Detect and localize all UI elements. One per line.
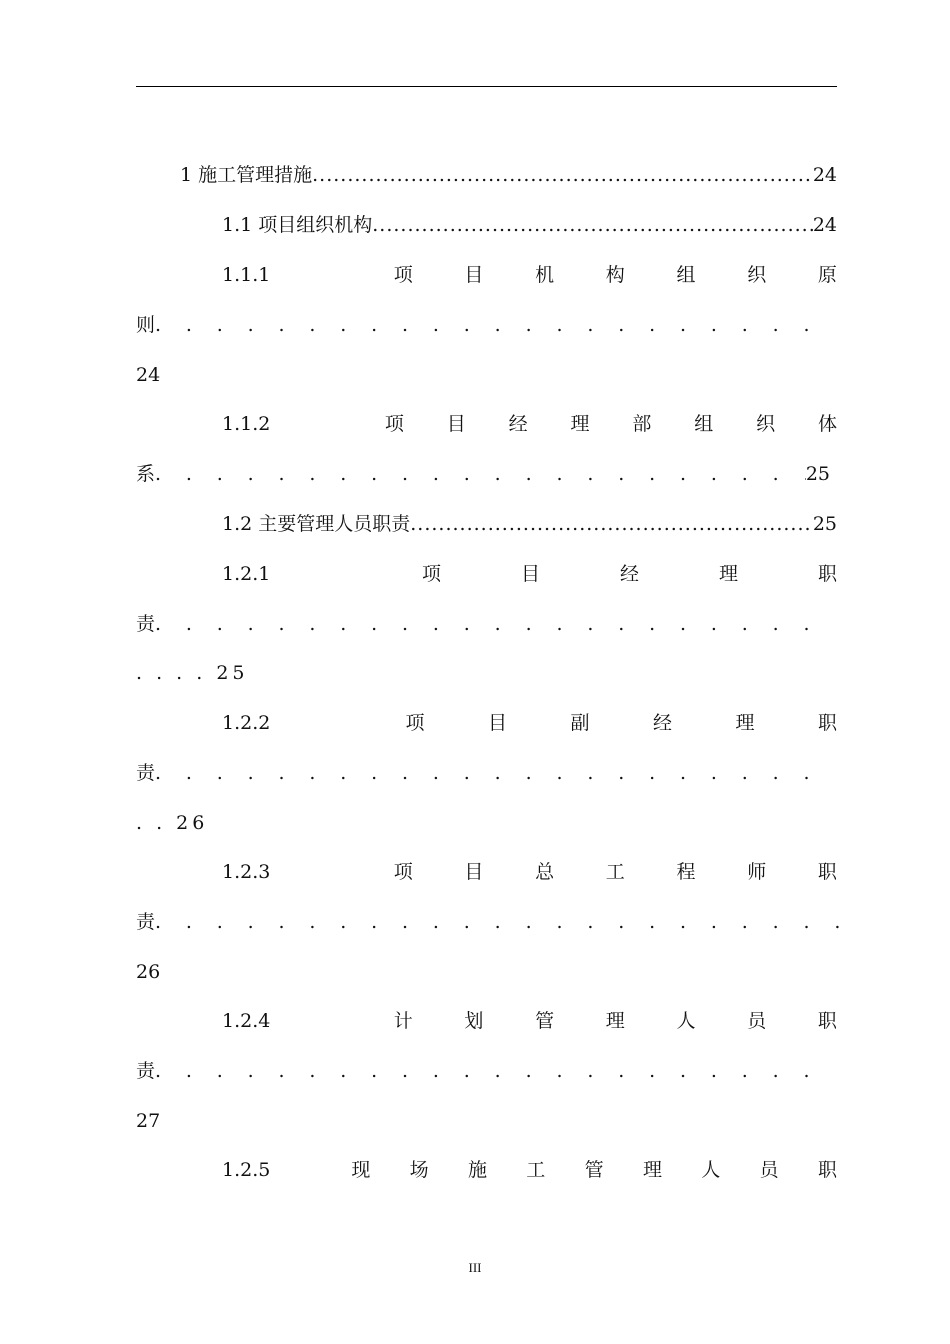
toc-entry-1-1-2[interactable] bbox=[222, 412, 837, 436]
toc-number: 1.2.5 bbox=[222, 1159, 271, 1181]
toc-continuation bbox=[136, 313, 826, 337]
toc-char: 职 bbox=[817, 1010, 837, 1032]
toc-cont-char: 责 bbox=[136, 613, 156, 635]
toc-char: 人 bbox=[701, 1159, 721, 1181]
toc-char: 目 bbox=[464, 861, 484, 883]
toc-char: 织 bbox=[756, 413, 776, 435]
toc-continuation bbox=[136, 462, 830, 486]
toc-continuation bbox=[136, 910, 848, 934]
leader-dots bbox=[155, 313, 826, 337]
leader-dots bbox=[155, 1059, 826, 1083]
toc-char: 目 bbox=[520, 563, 540, 585]
toc-char: 组 bbox=[676, 264, 696, 286]
toc-char: 程 bbox=[676, 861, 696, 883]
toc-entry-1-2-3[interactable] bbox=[222, 860, 837, 884]
toc-char: 理 bbox=[718, 563, 738, 585]
toc-cont-char: 则 bbox=[136, 314, 156, 336]
toc-char: 计 bbox=[393, 1010, 413, 1032]
toc-char: 经 bbox=[652, 712, 672, 734]
leader-dots bbox=[155, 761, 826, 785]
toc-char: 职 bbox=[817, 861, 837, 883]
toc-char: 职 bbox=[817, 712, 837, 734]
leader-dots bbox=[155, 910, 848, 934]
toc-char: 职 bbox=[817, 563, 837, 585]
toc-char: 原 bbox=[817, 264, 837, 286]
toc-continuation bbox=[136, 612, 826, 636]
toc-char: 师 bbox=[747, 861, 767, 883]
toc-char: 构 bbox=[605, 264, 625, 286]
toc-char: 管 bbox=[535, 1010, 555, 1032]
toc-char: 机 bbox=[535, 264, 555, 286]
toc-char: 现 bbox=[351, 1159, 371, 1181]
toc-number: 1.2.1 bbox=[222, 563, 271, 585]
toc-char: 工 bbox=[526, 1159, 546, 1181]
toc-char: 划 bbox=[464, 1010, 484, 1032]
leader-dots bbox=[410, 512, 813, 536]
leader-dots bbox=[372, 213, 813, 237]
toc-page: 24 bbox=[812, 164, 837, 186]
toc-entry-1-2-4[interactable] bbox=[222, 1009, 837, 1033]
toc-title: 1.1 项目组织机构 bbox=[222, 214, 373, 236]
toc-char: 织 bbox=[747, 264, 767, 286]
toc-char: 项 bbox=[405, 712, 425, 734]
toc-char: 项 bbox=[421, 563, 441, 585]
toc-char: 项 bbox=[384, 413, 404, 435]
toc-char: 总 bbox=[535, 861, 555, 883]
toc-char: 经 bbox=[619, 563, 639, 585]
toc-char: 理 bbox=[570, 413, 590, 435]
toc-char: 场 bbox=[409, 1159, 429, 1181]
toc-char: 职 bbox=[817, 1159, 837, 1181]
toc-char: 目 bbox=[487, 712, 507, 734]
toc-number: 1.1.2 bbox=[222, 413, 271, 435]
toc-entry-1[interactable] bbox=[180, 163, 837, 187]
toc-entry-1-1-1[interactable] bbox=[222, 263, 837, 287]
toc-char: 施 bbox=[467, 1159, 487, 1181]
leader-dots bbox=[312, 163, 813, 187]
toc-char: 人 bbox=[676, 1010, 696, 1032]
toc-entry-1-1[interactable] bbox=[222, 213, 837, 237]
toc-char: 工 bbox=[605, 861, 625, 883]
toc-entry-1-2-1[interactable] bbox=[222, 562, 837, 586]
toc-char: 经 bbox=[508, 413, 528, 435]
toc-page: . . 26 bbox=[136, 812, 209, 834]
toc-char: 项 bbox=[393, 861, 413, 883]
toc-char: 副 bbox=[570, 712, 590, 734]
toc-page: 25 bbox=[812, 513, 837, 535]
toc-page: 27 bbox=[136, 1110, 161, 1132]
toc-char: 理 bbox=[642, 1159, 662, 1181]
toc-continuation bbox=[136, 761, 826, 785]
toc-cont-char: 系 bbox=[136, 463, 156, 485]
toc-number: 1.2.2 bbox=[222, 712, 271, 734]
toc-char: 部 bbox=[632, 413, 652, 435]
toc-char: 项 bbox=[393, 264, 413, 286]
toc-entry-1-2-5[interactable] bbox=[222, 1158, 837, 1182]
toc-char: 目 bbox=[464, 264, 484, 286]
toc-number: 1.2.4 bbox=[222, 1010, 271, 1032]
leader-dots bbox=[155, 462, 806, 486]
toc-char: 管 bbox=[584, 1159, 604, 1181]
toc-title: 1 施工管理措施 bbox=[180, 164, 313, 186]
page-number-footer: III bbox=[468, 1260, 482, 1275]
toc-char: 员 bbox=[759, 1159, 779, 1181]
toc-char: 员 bbox=[747, 1010, 767, 1032]
toc-title: 1.2 主要管理人员职责 bbox=[222, 513, 411, 535]
toc-page: 24 bbox=[136, 364, 161, 386]
toc-number: 1.1.1 bbox=[222, 264, 271, 286]
toc-char: 体 bbox=[817, 413, 837, 435]
toc-entry-1-2[interactable] bbox=[222, 512, 837, 536]
toc-continuation bbox=[136, 1059, 826, 1083]
toc-cont-char: 责 bbox=[136, 1060, 156, 1082]
header-rule bbox=[136, 86, 837, 87]
toc-char: 组 bbox=[694, 413, 714, 435]
toc-number: 1.2.3 bbox=[222, 861, 271, 883]
toc-page: 25 bbox=[805, 463, 830, 485]
toc-cont-char: 责 bbox=[136, 911, 156, 933]
toc-cont-char: 责 bbox=[136, 762, 156, 784]
toc-char: 理 bbox=[735, 712, 755, 734]
toc-page: 24 bbox=[812, 214, 837, 236]
toc-page: 26 bbox=[136, 961, 161, 983]
toc-char: 理 bbox=[605, 1010, 625, 1032]
toc-char: 目 bbox=[446, 413, 466, 435]
toc-entry-1-2-2[interactable] bbox=[222, 711, 837, 735]
leader-dots bbox=[155, 612, 826, 636]
toc-page: . . . . 25 bbox=[136, 662, 249, 684]
